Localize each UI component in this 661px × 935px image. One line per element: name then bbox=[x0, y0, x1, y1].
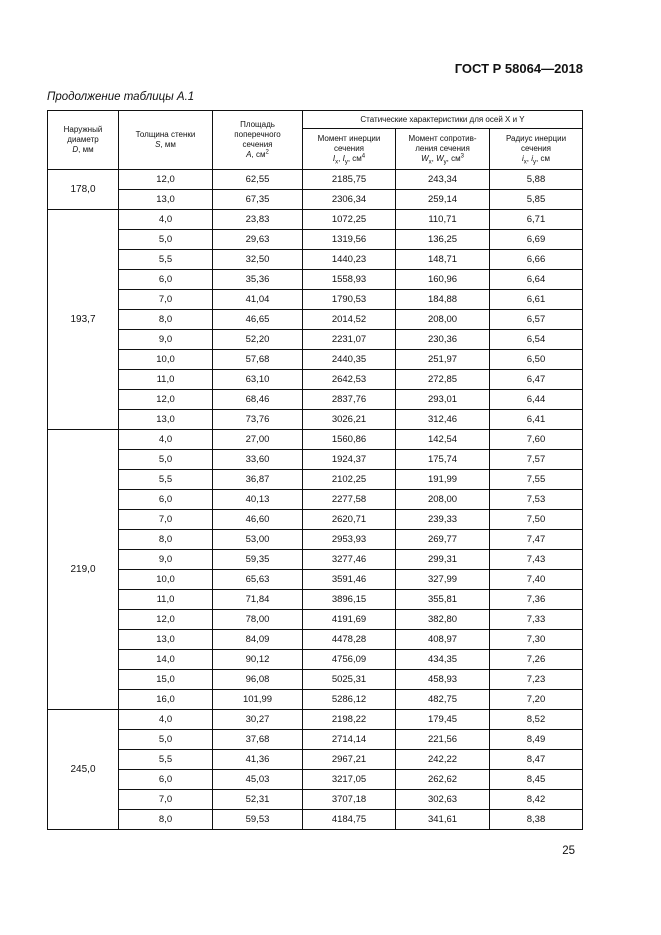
radius-cell: 7,53 bbox=[490, 490, 583, 510]
area-cell: 36,87 bbox=[213, 470, 303, 490]
radius-cell: 8,52 bbox=[490, 710, 583, 730]
table-row bbox=[48, 510, 583, 530]
inertia-cell: 3591,46 bbox=[303, 570, 396, 590]
area-cell: 65,63 bbox=[213, 570, 303, 590]
thickness-cell: 16,0 bbox=[119, 690, 213, 710]
data-table bbox=[47, 110, 583, 830]
resistance-cell: 408,97 bbox=[396, 630, 490, 650]
area-cell: 68,46 bbox=[213, 390, 303, 410]
area-cell: 63,10 bbox=[213, 370, 303, 390]
radius-cell: 6,71 bbox=[490, 210, 583, 230]
inertia-cell: 3707,18 bbox=[303, 790, 396, 810]
table-row bbox=[48, 350, 583, 370]
resistance-cell: 142,54 bbox=[396, 430, 490, 450]
area-cell: 41,36 bbox=[213, 750, 303, 770]
table-row bbox=[48, 470, 583, 490]
resistance-cell: 239,33 bbox=[396, 510, 490, 530]
inertia-cell: 2014,52 bbox=[303, 310, 396, 330]
thickness-cell: 7,0 bbox=[119, 290, 213, 310]
radius-cell: 6,66 bbox=[490, 250, 583, 270]
table-row bbox=[48, 270, 583, 290]
area-cell: 57,68 bbox=[213, 350, 303, 370]
thickness-cell: 7,0 bbox=[119, 510, 213, 530]
table-caption: Продолжение таблицы А.1 bbox=[47, 91, 195, 103]
radius-cell: 6,64 bbox=[490, 270, 583, 290]
radius-cell: 6,41 bbox=[490, 410, 583, 430]
resistance-cell: 242,22 bbox=[396, 750, 490, 770]
area-cell: 84,09 bbox=[213, 630, 303, 650]
area-cell: 59,53 bbox=[213, 810, 303, 830]
radius-cell: 7,43 bbox=[490, 550, 583, 570]
thickness-cell: 4,0 bbox=[119, 430, 213, 450]
thickness-cell: 6,0 bbox=[119, 770, 213, 790]
thickness-cell: 10,0 bbox=[119, 570, 213, 590]
radius-cell: 7,57 bbox=[490, 450, 583, 470]
table-row bbox=[48, 610, 583, 630]
thickness-cell: 5,5 bbox=[119, 750, 213, 770]
table-row bbox=[48, 410, 583, 430]
resistance-cell: 251,97 bbox=[396, 350, 490, 370]
thickness-cell: 10,0 bbox=[119, 350, 213, 370]
radius-cell: 6,44 bbox=[490, 390, 583, 410]
radius-cell: 8,38 bbox=[490, 810, 583, 830]
table-row bbox=[48, 230, 583, 250]
area-cell: 35,36 bbox=[213, 270, 303, 290]
resistance-cell: 355,81 bbox=[396, 590, 490, 610]
area-cell: 46,60 bbox=[213, 510, 303, 530]
inertia-cell: 1924,37 bbox=[303, 450, 396, 470]
inertia-cell: 2440,35 bbox=[303, 350, 396, 370]
radius-cell: 6,69 bbox=[490, 230, 583, 250]
inertia-cell: 1440,23 bbox=[303, 250, 396, 270]
area-cell: 29,63 bbox=[213, 230, 303, 250]
inertia-cell: 5025,31 bbox=[303, 670, 396, 690]
area-cell: 53,00 bbox=[213, 530, 303, 550]
resistance-cell: 110,71 bbox=[396, 210, 490, 230]
area-cell: 30,27 bbox=[213, 710, 303, 730]
inertia-cell: 5286,12 bbox=[303, 690, 396, 710]
col-group-header: Статические характеристики для осей X и Y bbox=[303, 111, 583, 129]
table-row bbox=[48, 390, 583, 410]
table-row bbox=[48, 650, 583, 670]
table-row bbox=[48, 530, 583, 550]
inertia-cell: 4478,28 bbox=[303, 630, 396, 650]
col-header-resistance: Момент сопротив- ления сечения $W_x$, $W_y$, $см^3$ bbox=[396, 129, 490, 170]
inertia-cell: 1560,86 bbox=[303, 430, 396, 450]
thickness-cell: 8,0 bbox=[119, 310, 213, 330]
resistance-cell: 482,75 bbox=[396, 690, 490, 710]
table-row bbox=[48, 750, 583, 770]
thickness-cell: 5,5 bbox=[119, 470, 213, 490]
diameter-cell: 245,0 bbox=[48, 710, 119, 830]
radius-cell: 7,47 bbox=[490, 530, 583, 550]
area-cell: 41,04 bbox=[213, 290, 303, 310]
table-row bbox=[48, 550, 583, 570]
resistance-cell: 299,31 bbox=[396, 550, 490, 570]
radius-cell: 8,42 bbox=[490, 790, 583, 810]
area-cell: 71,84 bbox=[213, 590, 303, 610]
area-cell: 67,35 bbox=[213, 190, 303, 210]
resistance-cell: 191,99 bbox=[396, 470, 490, 490]
table-row bbox=[48, 290, 583, 310]
table-row bbox=[48, 170, 583, 190]
area-cell: 101,99 bbox=[213, 690, 303, 710]
inertia-cell: 2306,34 bbox=[303, 190, 396, 210]
resistance-cell: 221,56 bbox=[396, 730, 490, 750]
resistance-cell: 208,00 bbox=[396, 490, 490, 510]
col-header-inertia: Момент инерции сечения $I_x$, $I_y$, $см^4$ bbox=[303, 129, 396, 170]
resistance-cell: 382,80 bbox=[396, 610, 490, 630]
resistance-cell: 136,25 bbox=[396, 230, 490, 250]
table-row bbox=[48, 670, 583, 690]
col-header-area: Площадь поперечного сечения A, $см^2$ bbox=[213, 111, 303, 170]
resistance-cell: 269,77 bbox=[396, 530, 490, 550]
table-row bbox=[48, 630, 583, 650]
radius-cell: 7,40 bbox=[490, 570, 583, 590]
area-cell: 40,13 bbox=[213, 490, 303, 510]
area-cell: 45,03 bbox=[213, 770, 303, 790]
inertia-cell: 2277,58 bbox=[303, 490, 396, 510]
radius-cell: 7,55 bbox=[490, 470, 583, 490]
thickness-cell: 13,0 bbox=[119, 190, 213, 210]
radius-cell: 5,85 bbox=[490, 190, 583, 210]
inertia-cell: 2198,22 bbox=[303, 710, 396, 730]
diameter-cell: 193,7 bbox=[48, 210, 119, 430]
radius-cell: 6,57 bbox=[490, 310, 583, 330]
thickness-cell: 7,0 bbox=[119, 790, 213, 810]
table-body bbox=[48, 170, 583, 830]
inertia-cell: 4191,69 bbox=[303, 610, 396, 630]
inertia-cell: 1558,93 bbox=[303, 270, 396, 290]
radius-cell: 6,47 bbox=[490, 370, 583, 390]
inertia-cell: 1072,25 bbox=[303, 210, 396, 230]
inertia-cell: 3277,46 bbox=[303, 550, 396, 570]
thickness-cell: 4,0 bbox=[119, 210, 213, 230]
resistance-cell: 341,61 bbox=[396, 810, 490, 830]
radius-cell: 7,30 bbox=[490, 630, 583, 650]
diameter-cell: 178,0 bbox=[48, 170, 119, 210]
table-row bbox=[48, 570, 583, 590]
table-row bbox=[48, 770, 583, 790]
col-header-diameter: Наружный диаметр D, мм bbox=[48, 111, 119, 170]
table-row bbox=[48, 710, 583, 730]
table-row bbox=[48, 690, 583, 710]
thickness-cell: 15,0 bbox=[119, 670, 213, 690]
table-row bbox=[48, 190, 583, 210]
diameter-cell: 219,0 bbox=[48, 430, 119, 710]
resistance-cell: 293,01 bbox=[396, 390, 490, 410]
radius-cell: 7,26 bbox=[490, 650, 583, 670]
resistance-cell: 434,35 bbox=[396, 650, 490, 670]
inertia-cell: 1319,56 bbox=[303, 230, 396, 250]
resistance-cell: 230,36 bbox=[396, 330, 490, 350]
radius-cell: 6,50 bbox=[490, 350, 583, 370]
table-row bbox=[48, 250, 583, 270]
area-cell: 90,12 bbox=[213, 650, 303, 670]
radius-cell: 8,45 bbox=[490, 770, 583, 790]
table-row bbox=[48, 790, 583, 810]
resistance-cell: 272,85 bbox=[396, 370, 490, 390]
thickness-cell: 12,0 bbox=[119, 170, 213, 190]
inertia-cell: 3026,21 bbox=[303, 410, 396, 430]
radius-cell: 5,88 bbox=[490, 170, 583, 190]
inertia-cell: 2231,07 bbox=[303, 330, 396, 350]
resistance-cell: 148,71 bbox=[396, 250, 490, 270]
area-cell: 78,00 bbox=[213, 610, 303, 630]
resistance-cell: 458,93 bbox=[396, 670, 490, 690]
resistance-cell: 208,00 bbox=[396, 310, 490, 330]
radius-cell: 7,23 bbox=[490, 670, 583, 690]
resistance-cell: 184,88 bbox=[396, 290, 490, 310]
table-row bbox=[48, 210, 583, 230]
inertia-cell: 4184,75 bbox=[303, 810, 396, 830]
inertia-cell: 2642,53 bbox=[303, 370, 396, 390]
area-cell: 46,65 bbox=[213, 310, 303, 330]
thickness-cell: 13,0 bbox=[119, 410, 213, 430]
inertia-cell: 1790,53 bbox=[303, 290, 396, 310]
area-cell: 32,50 bbox=[213, 250, 303, 270]
thickness-cell: 4,0 bbox=[119, 710, 213, 730]
table-row bbox=[48, 730, 583, 750]
table-row bbox=[48, 590, 583, 610]
radius-cell: 8,47 bbox=[490, 750, 583, 770]
thickness-cell: 11,0 bbox=[119, 590, 213, 610]
inertia-cell: 4756,09 bbox=[303, 650, 396, 670]
table-row bbox=[48, 370, 583, 390]
area-cell: 23,83 bbox=[213, 210, 303, 230]
table-row bbox=[48, 430, 583, 450]
table-row bbox=[48, 490, 583, 510]
table-row bbox=[48, 310, 583, 330]
thickness-cell: 6,0 bbox=[119, 270, 213, 290]
resistance-cell: 262,62 bbox=[396, 770, 490, 790]
thickness-cell: 8,0 bbox=[119, 810, 213, 830]
col-header-thickness: Толщина стенки S, мм bbox=[119, 111, 213, 170]
thickness-cell: 12,0 bbox=[119, 390, 213, 410]
thickness-cell: 11,0 bbox=[119, 370, 213, 390]
resistance-cell: 243,34 bbox=[396, 170, 490, 190]
resistance-cell: 302,63 bbox=[396, 790, 490, 810]
inertia-cell: 3217,05 bbox=[303, 770, 396, 790]
area-cell: 52,20 bbox=[213, 330, 303, 350]
inertia-cell: 3896,15 bbox=[303, 590, 396, 610]
thickness-cell: 9,0 bbox=[119, 550, 213, 570]
thickness-cell: 9,0 bbox=[119, 330, 213, 350]
inertia-cell: 2953,93 bbox=[303, 530, 396, 550]
thickness-cell: 5,5 bbox=[119, 250, 213, 270]
inertia-cell: 2837,76 bbox=[303, 390, 396, 410]
table-row bbox=[48, 330, 583, 350]
col-header-radius: Радиус инерции сечения $i_x$, $i_y$, см bbox=[490, 129, 583, 170]
radius-cell: 7,60 bbox=[490, 430, 583, 450]
inertia-cell: 2102,25 bbox=[303, 470, 396, 490]
radius-cell: 7,33 bbox=[490, 610, 583, 630]
resistance-cell: 179,45 bbox=[396, 710, 490, 730]
radius-cell: 7,36 bbox=[490, 590, 583, 610]
thickness-cell: 13,0 bbox=[119, 630, 213, 650]
radius-cell: 7,50 bbox=[490, 510, 583, 530]
thickness-cell: 5,0 bbox=[119, 230, 213, 250]
inertia-cell: 2967,21 bbox=[303, 750, 396, 770]
page-number: 25 bbox=[562, 845, 575, 857]
inertia-cell: 2185,75 bbox=[303, 170, 396, 190]
table-row bbox=[48, 810, 583, 830]
thickness-cell: 12,0 bbox=[119, 610, 213, 630]
resistance-cell: 175,74 bbox=[396, 450, 490, 470]
inertia-cell: 2714,14 bbox=[303, 730, 396, 750]
resistance-cell: 160,96 bbox=[396, 270, 490, 290]
inertia-cell: 2620,71 bbox=[303, 510, 396, 530]
document-id: ГОСТ Р 58064—2018 bbox=[454, 61, 583, 76]
radius-cell: 7,20 bbox=[490, 690, 583, 710]
area-cell: 73,76 bbox=[213, 410, 303, 430]
thickness-cell: 6,0 bbox=[119, 490, 213, 510]
area-cell: 62,55 bbox=[213, 170, 303, 190]
area-cell: 37,68 bbox=[213, 730, 303, 750]
area-cell: 52,31 bbox=[213, 790, 303, 810]
thickness-cell: 14,0 bbox=[119, 650, 213, 670]
area-cell: 59,35 bbox=[213, 550, 303, 570]
area-cell: 27,00 bbox=[213, 430, 303, 450]
area-cell: 96,08 bbox=[213, 670, 303, 690]
resistance-cell: 312,46 bbox=[396, 410, 490, 430]
thickness-cell: 5,0 bbox=[119, 450, 213, 470]
resistance-cell: 259,14 bbox=[396, 190, 490, 210]
thickness-cell: 5,0 bbox=[119, 730, 213, 750]
area-cell: 33,60 bbox=[213, 450, 303, 470]
radius-cell: 8,49 bbox=[490, 730, 583, 750]
radius-cell: 6,54 bbox=[490, 330, 583, 350]
thickness-cell: 8,0 bbox=[119, 530, 213, 550]
table-row bbox=[48, 450, 583, 470]
resistance-cell: 327,99 bbox=[396, 570, 490, 590]
radius-cell: 6,61 bbox=[490, 290, 583, 310]
